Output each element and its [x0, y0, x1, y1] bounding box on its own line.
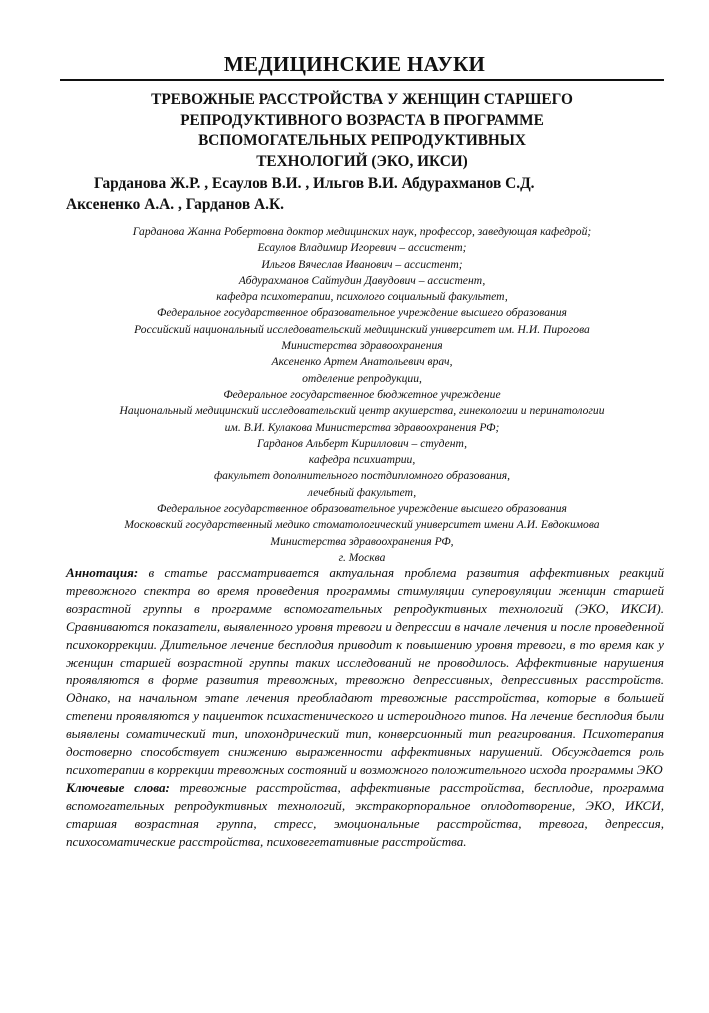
- section-heading: МЕДИЦИНСКИЕ НАУКИ: [223, 52, 486, 76]
- affiliation-line: Московский государственный медико стоматологический университет имени А.И. Евдокимова: [124, 518, 600, 532]
- affiliation-line: Российский национальный исследовательский медицинский университет им. Н.И. Пирогова: [134, 322, 590, 336]
- title-line: ВСПОМОГАТЕЛЬНЫХ РЕПРОДУКТИВНЫХ: [198, 132, 526, 149]
- affiliation-line: факультет дополнительного постдипломного образования,: [213, 469, 511, 483]
- title-line: ТЕХНОЛОГИЙ (ЭКО, ИКСИ): [256, 152, 468, 170]
- title-line: РЕПРОДУКТИВНОГО ВОЗРАСТА В ПРОГРАММЕ: [180, 111, 544, 129]
- affiliation-line: Федеральное государственное образовательное учреждение высшего образования: [157, 306, 567, 320]
- abstract-text: в статье рассматривается актуальная проблема развития аффективных реакций тревожного спектра во время проведения программы стимуляции суперовуляции женщин старшей возрастной группы в программе вспомогательных репродуктивных технологий (ЭКО, ИКСИ). Сравниваются показатели, выявленного уровня тревоги и депрессии в начале лечения и после проведенной психокоррекции. Длительное лечение бесплодия приводит к повышению уровня тревоги, в то время как у женщин старшей возрастной группы таких исследований не проводилось. Аффективные нарушения проявляются в форме развития тревожных, тревожно депрессивных, депрессивных расстройств. Однако, на начальном этапе лечения преобладают тревожные расстройства, которые в большей степени проявляются у пациенток психастенического и истероидного типов. На лечение бесплодия были выявлены соматический тип, ипохондрический тип, конверсионный тип реагирования. Психотерапия достоверно способствует снижению выраженности аффективных нарушений. Обсуждается роль психотерапии в коррекции тревожных состояний и возможного положительного исхода программы ЭКО: [66, 565, 664, 777]
- affiliation-line: Абдурахманов Сайтудин Давудович – ассистент,: [238, 273, 486, 287]
- affiliation-line: кафедра психиатрии,: [308, 453, 416, 467]
- affiliation-line: Министерства здравоохранения: [281, 339, 443, 353]
- keywords-text: тревожные расстройства, аффективные расстройства, бесплодие, программа вспомогательных репродуктивных технологий, экстракорпоральное оплодотворение, ЭКО, ИКСИ, старшая возрастная группа, стресс, эмоциональные расстройства, тревога, депрессия, психосоматические расстройства, психовегетативные расстройства.: [66, 779, 665, 849]
- title-line: ТРЕВОЖНЫЕ РАССТРОЙСТВА У ЖЕНЩИН СТАРШЕГО: [151, 91, 573, 108]
- abstract-label: Аннотация:: [66, 565, 139, 580]
- authors-line: Аксененко А.А. , Гарданов А.К.: [66, 196, 284, 213]
- affiliation-line: кафедра психотерапии, психолого социальный факультет,: [216, 290, 508, 304]
- affiliation-line: Гарданова Жанна Робертовна доктор медицинских наук, профессор, заведующая кафедрой;: [132, 225, 592, 238]
- article-title: [60, 90, 664, 172]
- author-list: [66, 173, 666, 215]
- affiliation-line: г. Москва: [338, 550, 386, 564]
- affiliation-line: Есаулов Владимир Игоревич – ассистент;: [257, 241, 467, 255]
- affiliation-line: Гарданов Альберт Кириллович – студент,: [256, 436, 468, 450]
- heading-rule: [60, 79, 664, 81]
- affiliation-line: Аксененко Артем Анатольевич врач,: [271, 355, 453, 369]
- abstract-block: [66, 564, 664, 851]
- keywords-label: Ключевые слова:: [66, 779, 170, 795]
- affiliation-line: им. В.И. Кулакова Министерства здравоохранения РФ;: [224, 420, 500, 434]
- affiliation-line: Национальный медицинский исследовательский центр акушерства, гинекологии и перинатологии: [119, 404, 605, 418]
- affiliation-line: Федеральное государственное образовательное учреждение высшего образования: [157, 502, 567, 516]
- affiliation-line: Федеральное государственное бюджетное учреждение: [223, 387, 501, 401]
- authors-line: Гарданова Ж.Р. , Есаулов В.И. , Ильгов В.И. Абдурахманов С.Д.: [94, 175, 535, 192]
- affiliation-line: лечебный факультет,: [307, 485, 417, 499]
- abstract-paragraph: [66, 564, 664, 779]
- affiliation-line: Ильгов Вячеслав Иванович – ассистент;: [261, 257, 463, 271]
- affiliation-line: Министерства здравоохранения РФ,: [270, 534, 454, 548]
- keywords-paragraph: [66, 779, 664, 851]
- affiliations: [60, 224, 664, 566]
- affiliation-line: отделение репродукции,: [302, 371, 422, 385]
